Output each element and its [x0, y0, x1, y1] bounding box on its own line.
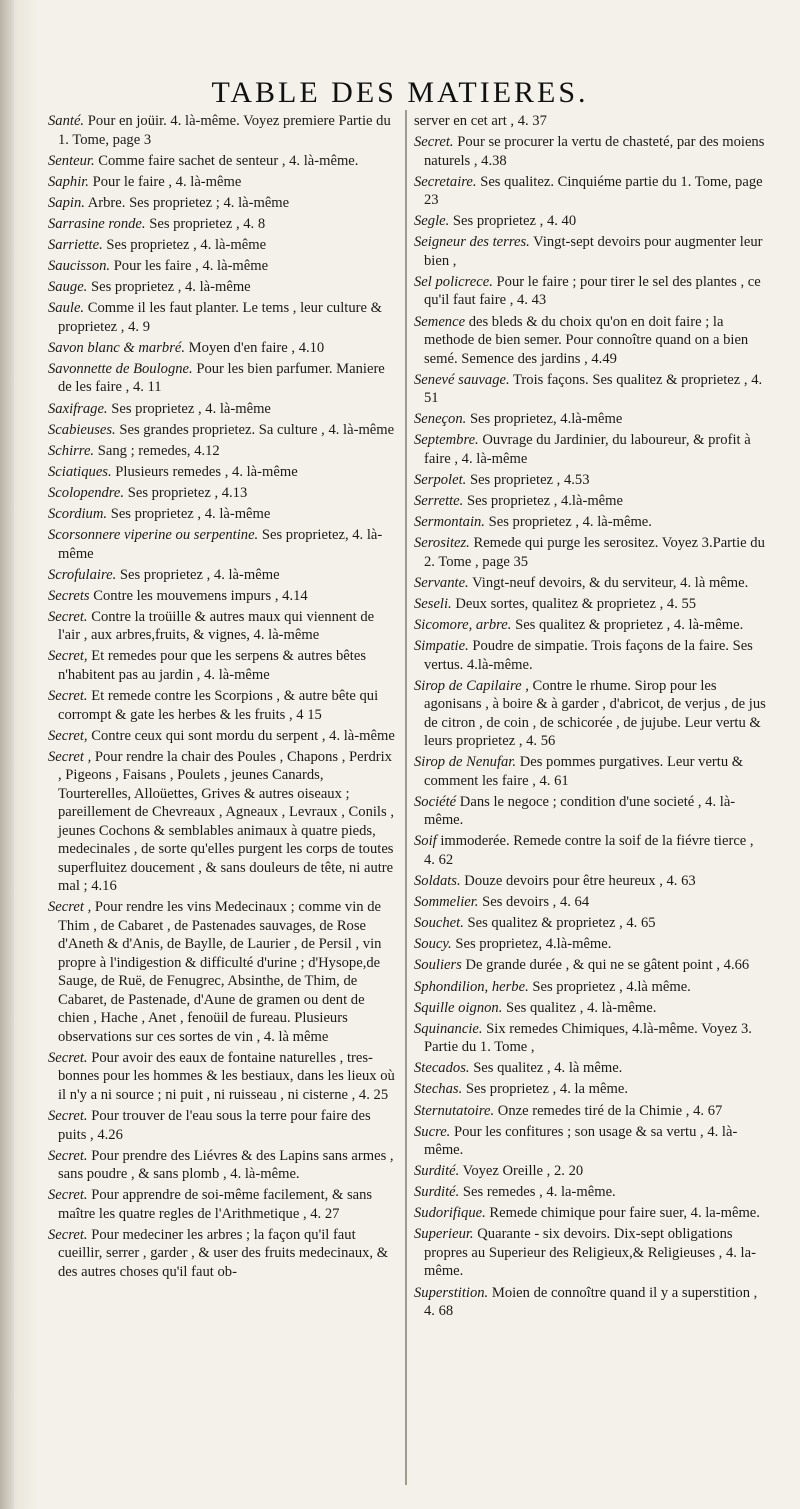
index-description: Poudre de simpatie. Trois façons de la faire. Ses vertus. 4.là-même. [424, 638, 753, 673]
index-entry [414, 832, 768, 869]
index-entry [414, 471, 768, 490]
index-term: Sciatiques. [48, 463, 112, 480]
index-term: Segle. [414, 213, 450, 230]
index-description: immoderée. Remede contre la soif de la fiévre tierce , 4. 62 [424, 833, 754, 868]
index-description: Pour prendre des Liévres & des Lapins sans armes , sans poudre , & sans plomb , 4. là-même. [58, 1147, 394, 1183]
index-column-left [48, 112, 398, 1284]
index-entry [414, 956, 768, 975]
index-description: Moyen d'en faire , 4.10 [188, 339, 325, 356]
index-entry [48, 339, 398, 358]
index-term: Squinancie. [414, 1020, 483, 1037]
index-term: Secretaire. [414, 173, 477, 190]
index-term: Secret. [48, 608, 88, 625]
index-term: Scordium. [48, 506, 108, 522]
index-term: Sudorifique. [414, 1205, 486, 1222]
index-term: Secret , [48, 899, 92, 916]
index-term: Sarriette. [48, 236, 103, 253]
index-description: Contre les mouvemens impurs , 4.14 [93, 587, 308, 604]
index-term: Secret , [48, 748, 92, 765]
index-entry [48, 1107, 398, 1144]
index-description: Ses proprietez , 4.13 [127, 484, 248, 501]
index-term: Sel policrece. [414, 273, 493, 290]
index-description: Ses proprietez , 4. là-même [90, 279, 251, 296]
index-description: Pour le faire ; pour tirer le sel des plantes , ce qu'il faut faire , 4. 43 [424, 273, 761, 309]
index-entry [48, 1147, 398, 1184]
index-entry [414, 1080, 768, 1099]
index-entry [414, 914, 768, 933]
index-description: Ses proprietez, 4.là-même [469, 411, 623, 428]
index-term: Seseli. [414, 595, 452, 612]
index-entry [48, 727, 398, 746]
index-term: Sternutatoire. [414, 1102, 495, 1119]
index-description: Et remede contre les Scorpions , & autre bête qui corrompt & gate les herbes & les fruits , 4 15 [58, 688, 379, 723]
index-entry [48, 257, 398, 276]
index-term: Sirop de Nenufar. [414, 754, 517, 771]
index-entry [414, 492, 768, 511]
index-description: Pour rendre les vins Medecinaux ; comme vin de Thim , de Cabaret , de Pastenades sauvages, de Rose d'Aneth & d'Anis, de Baylle, de Laurier , de Persil , vin propre à l'indigestion & difficulté d'urine ; d'Hysope,de Sauge, de Ruë, de Fenugrec, Absinthe, de Thim, de Cabaret, de Pastenade, d'Aune de gramen ou dent de chien , Hache , Anet , fenoüil de fureau. Plusieurs observations sur ces sortes de vin , 4. là même [58, 899, 382, 1045]
index-entry [414, 793, 768, 830]
index-entry [48, 299, 398, 336]
index-entry [48, 1226, 398, 1282]
index-description: des bleds & du choix qu'on en doit faire ; la methode de bien semer. Pour connoître quand on a bien semé. Semence des jardins , 4.49 [424, 313, 749, 367]
index-description: Pour en joüir. 4. là-même. Voyez premiere Partie du 1. Tome, page 3 [58, 113, 391, 148]
index-entry [48, 1186, 398, 1223]
index-description: Plusieurs remedes , 4. là-même [115, 463, 298, 480]
index-term: Soucy. [414, 936, 452, 953]
index-description: Ses devoirs , 4. 64 [482, 894, 590, 911]
index-entry [414, 872, 768, 891]
index-term: Senteur. [48, 152, 95, 169]
index-description: Ses qualitez , 4. là même. [473, 1060, 623, 1077]
index-description: Des pommes purgatives. Leur vertu & comment les faire , 4. 61 [424, 754, 744, 789]
index-entry [48, 236, 398, 255]
index-description: Contre ceux qui sont mordu du serpent , 4. là-même [91, 727, 395, 744]
index-entry [48, 1049, 398, 1105]
index-description: Voyez Oreille , 2. 20 [462, 1163, 584, 1180]
index-term: Secret. [48, 1226, 88, 1243]
index-description: Remede chimique pour faire suer, 4. la-même. [489, 1205, 760, 1222]
index-entry [414, 1162, 768, 1181]
index-entry [48, 194, 398, 213]
index-entry [414, 1284, 768, 1321]
index-term: Secret. [48, 1187, 88, 1204]
index-entry [414, 273, 768, 310]
index-description: Pour les confitures ; son usage & sa vertu , 4. là-même. [424, 1123, 738, 1159]
index-description: Pour se procurer la vertu de chasteté, par des moiens naturels , 4.38 [424, 134, 765, 169]
index-description: Pour apprendre de soi-même facilement, & sans maître les quatre regles de l'Arithmetique , 4. 27 [58, 1187, 373, 1222]
index-entry [414, 1204, 768, 1223]
index-term: Secret. [48, 688, 88, 705]
index-entry [414, 677, 768, 751]
index-description: Ses proprietez , 4. 8 [149, 215, 266, 232]
index-term: Sauge. [48, 279, 88, 296]
index-term: Soif [414, 833, 437, 850]
index-term: Sucre. [414, 1123, 451, 1140]
index-entry [48, 608, 398, 645]
index-entry [414, 893, 768, 912]
index-term: Secret. [48, 1049, 88, 1066]
index-description: Douze devoirs pour être heureux , 4. 63 [464, 873, 696, 890]
index-term: Sapin. [48, 194, 85, 211]
index-term: Sarrasine ronde. [48, 215, 146, 232]
index-term: Sphondilion, herbe. [414, 978, 529, 995]
index-description: Ses proprietez , 4.là-même [466, 493, 623, 510]
index-term: Secret. [48, 1147, 88, 1164]
index-term: Seigneur des terres. [414, 234, 530, 251]
index-description: Ses proprietez , 4. 40 [452, 213, 577, 230]
index-entry [414, 112, 768, 131]
index-description: Ses qualitez. Cinquiéme partie du 1. Tome, page 23 [424, 173, 763, 209]
index-entry [414, 978, 768, 997]
index-term: Soldats. [414, 873, 461, 890]
index-term: Souliers [414, 957, 462, 974]
index-term: Saxifrage. [48, 400, 108, 417]
index-term: Stechas. [414, 1081, 463, 1098]
index-term: Scorsonnere viperine ou serpentine. [48, 527, 259, 544]
index-description: Ses proprietez, 4. là-même [58, 527, 383, 562]
index-term: Sommelier. [414, 894, 479, 911]
index-term: Saule. [48, 300, 85, 317]
index-description: Comme il les faut planter. Le tems , leur culture & proprietez , 4. 9 [58, 300, 382, 335]
index-entry [48, 173, 398, 192]
index-column-right [414, 112, 768, 1323]
index-description: Pour medeciner les arbres ; la façon qu'il faut cueillir, serrer , garder , & user des fruits medecinaux, & des autres choses qu'il faut ob- [58, 1226, 389, 1280]
index-description: Arbre. Ses proprietez ; 4. là-même [87, 194, 290, 211]
index-entry [414, 1225, 768, 1281]
index-description: Pour les bien parfumer. Maniere de les faire , 4. 11 [58, 360, 385, 396]
index-term: Scrofulaire. [48, 566, 117, 583]
index-description: Pour rendre la chair des Poules , Chapons , Perdrix , Pigeons , Faisans , Poulets , jeunes Canards, Tourterelles, Alloüettes, Grives & autres oiseaux ; pareillement de Chevreaux , Agneaux , Levraux , Conils , jeunes Cochons & semblables animaux à quatre pieds, medecinales , de sorte qu'elles purgent les corps de toutes superfluitez doucement , & sans douleurs de tête, ni autre mal ; 4.16 [58, 748, 394, 895]
index-entry [414, 1020, 768, 1057]
index-term: Secret. [414, 134, 454, 151]
index-term: Superieur. [414, 1226, 474, 1243]
index-description: Ses qualitez , 4. là-même. [506, 999, 657, 1016]
index-description: Ses qualitez & proprietez , 4. là-même. [515, 617, 744, 633]
index-term: Secret, [48, 727, 88, 744]
index-term: Sicomore, arbre. [414, 617, 512, 633]
index-term: Sirop de Capilaire , [414, 677, 529, 694]
index-description: Quarante - six devoirs. Dix-sept obligations propres au Superieur des Religieux,& Religieuses , 4. la-même. [424, 1226, 756, 1280]
index-description: Ouvrage du Jardinier, du laboureur, & profit à faire , 4. là-même [424, 432, 751, 467]
index-entry [48, 505, 398, 524]
index-description: Six remedes Chimiques, 4.là-même. Voyez 3. Partie du 1. Tome , [424, 1020, 752, 1056]
index-entry [48, 526, 398, 563]
index-entry [48, 152, 398, 171]
index-entry [414, 410, 768, 429]
index-entry [414, 1059, 768, 1078]
index-term: Servante. [414, 574, 469, 591]
index-entry [414, 595, 768, 614]
index-entry [414, 371, 768, 408]
index-term: Superstition. [414, 1284, 489, 1301]
index-description: Vingt-neuf devoirs, & du serviteur, 4. là même. [472, 574, 749, 591]
index-term: Secret. [48, 1108, 88, 1125]
index-entry [414, 637, 768, 674]
index-description: Sang ; remedes, 4.12 [97, 442, 220, 459]
index-description: De grande durée , & qui ne se gâtent point , 4.66 [465, 957, 750, 974]
index-entry [414, 616, 768, 635]
index-entry [414, 133, 768, 170]
index-description: Onze remedes tiré de la Chimie , 4. 67 [497, 1102, 723, 1119]
index-entry [48, 463, 398, 482]
index-entry [48, 215, 398, 234]
index-entry [48, 898, 398, 1046]
index-description: Ses proprietez , 4. là-même [110, 506, 271, 522]
index-term: Savonnette de Boulogne. [48, 360, 193, 377]
index-description: Ses proprietez , 4. la même. [465, 1081, 628, 1098]
index-entry [414, 574, 768, 593]
index-entry [414, 173, 768, 210]
index-entry [414, 935, 768, 954]
index-entry [414, 431, 768, 468]
index-description: Ses grandes proprietez. Sa culture , 4. là-même [119, 421, 395, 438]
index-description: server en cet art , 4. 37 [414, 113, 547, 129]
index-entry [48, 647, 398, 684]
index-entry [414, 233, 768, 270]
index-description: Ses proprietez , 4. là-même. [488, 514, 652, 531]
index-term: Schirre. [48, 442, 95, 459]
index-term: Santé. [48, 113, 85, 129]
index-term: Société [414, 793, 457, 810]
index-description: Moien de connoître quand il y a superstition , 4. 68 [424, 1284, 758, 1320]
index-description: Ses qualitez & proprietez , 4. 65 [467, 915, 656, 932]
book-gutter [0, 0, 14, 1509]
index-entry [48, 687, 398, 724]
index-entry [48, 278, 398, 297]
index-term: Serrette. [414, 493, 464, 510]
index-entry [414, 1183, 768, 1202]
column-divider [405, 110, 407, 1485]
index-entry [48, 360, 398, 397]
index-description: Et remedes pour que les serpens & autres bêtes n'habitent pas au jardin , 4. là-même [58, 648, 366, 683]
index-term: Sermontain. [414, 514, 485, 531]
index-description: Ses proprietez , 4.53 [469, 471, 590, 488]
index-entry [414, 1102, 768, 1121]
index-description: Ses remedes , 4. la-même. [462, 1184, 616, 1201]
index-term: Surdité. [414, 1163, 460, 1180]
index-term: Septembre. [414, 432, 479, 449]
index-term: Seneçon. [414, 411, 467, 428]
index-term: Surdité. [414, 1184, 460, 1201]
index-entry [48, 484, 398, 503]
index-entry [414, 999, 768, 1018]
index-entry [414, 534, 768, 571]
index-entry [48, 421, 398, 440]
index-term: Senevé sauvage. [414, 371, 510, 388]
index-term: Serositez. [414, 535, 470, 552]
index-entry [414, 313, 768, 369]
index-description: Remede qui purge les serositez. Voyez 3.Partie du 2. Tome , page 35 [424, 535, 765, 570]
index-description: Pour les faire , 4. là-même [113, 258, 269, 275]
index-entry [48, 587, 398, 606]
index-description: Ses proprietez , 4. là-même [119, 566, 280, 583]
index-term: Squille oignon. [414, 999, 503, 1016]
index-description: Ses proprietez , 4. là-même [111, 400, 271, 417]
index-term: Secret, [48, 648, 88, 665]
index-term: Savon blanc & marbré. [48, 339, 186, 356]
index-description: Ses proprietez , 4.là même. [532, 978, 691, 995]
index-term: Scolopendre. [48, 484, 125, 501]
index-entry [48, 566, 398, 585]
index-term: Serpolet. [414, 471, 467, 488]
index-description: Pour trouver de l'eau sous la terre pour faire des puits , 4.26 [58, 1108, 371, 1143]
index-entry [414, 1123, 768, 1160]
index-description: Vingt-sept devoirs pour augmenter leur bien , [424, 234, 763, 269]
index-term: Souchet. [414, 915, 464, 932]
index-term: Saucisson. [48, 258, 111, 275]
index-term: Scabieuses. [48, 421, 116, 438]
index-description: Comme faire sachet de senteur , 4. là-même. [98, 152, 359, 169]
index-term: Simpatie. [414, 638, 469, 655]
index-description: Trois façons. Ses qualitez & proprietez , 4. 51 [424, 371, 763, 407]
index-entry [414, 753, 768, 790]
index-description: Ses proprietez, 4.là-même. [455, 936, 612, 953]
index-description: Contre le rhume. Sirop pour les agonisans , à boire & à garder , d'abricot, de verjus , de jus de citron , de coin , de schicorée , de jujube. Leur vertu & leurs proprietez , 4. 56 [424, 677, 766, 750]
page-title: TABLE DES MATIERES. [211, 76, 589, 109]
index-entry [414, 212, 768, 231]
index-entry [48, 748, 398, 896]
index-description: Contre la troüille & autres maux qui viennent de l'air , aux arbres,fruits, & vignes, 4. là-même [58, 608, 375, 644]
index-description: Ses proprietez , 4. là-même [106, 236, 267, 253]
index-description: Dans le negoce ; condition d'une societé , 4. là-même. [424, 793, 736, 829]
index-description: Deux sortes, qualitez & proprietez , 4. 55 [455, 595, 697, 612]
index-term: Saphir. [48, 173, 89, 190]
index-term: Semence [414, 313, 466, 330]
index-entry [48, 112, 398, 149]
index-description: Pour le faire , 4. là-même [92, 173, 242, 190]
index-entry [414, 513, 768, 532]
index-term: Secrets [48, 587, 90, 604]
index-description: Pour avoir des eaux de fontaine naturelles , tres-bonnes pour les hommes & les bestiaux, dans les lieux où il n'y a ni source ; ni puit , ni ruisseau , ni cisterne , 4. 25 [58, 1049, 395, 1103]
index-term: Stecados. [414, 1060, 470, 1077]
index-entry [48, 442, 398, 461]
index-entry [48, 400, 398, 419]
